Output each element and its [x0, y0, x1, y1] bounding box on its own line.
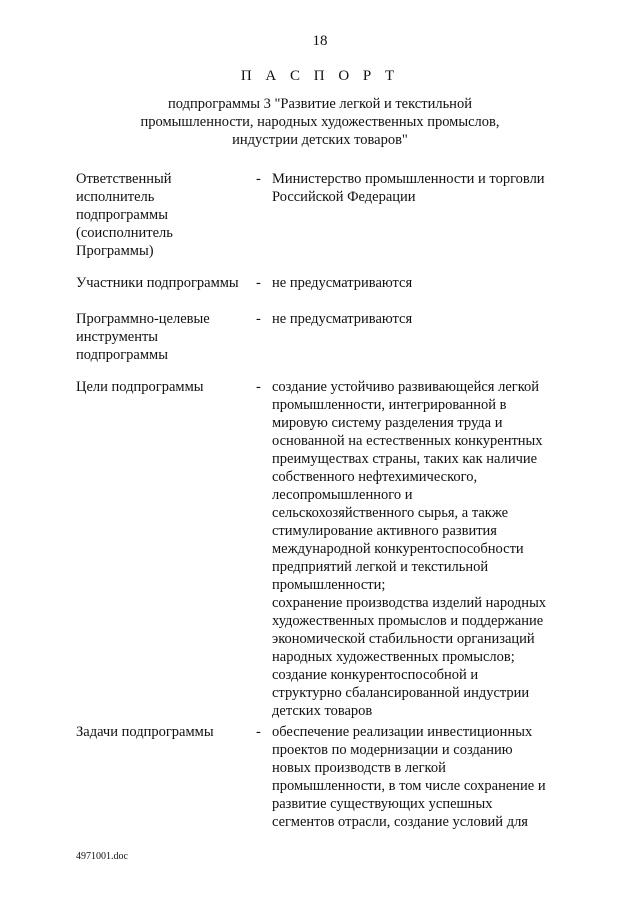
value-line: сельскохозяйственного сырья, а также: [272, 505, 509, 521]
label-line: исполнитель: [76, 189, 155, 205]
subtitle-line: промышленности, народных художественных промыслов,: [140, 114, 500, 130]
value-line: экономической стабильности организаций: [272, 631, 535, 647]
row-value: [272, 310, 572, 328]
row-dash: -: [256, 171, 261, 187]
row-label: [76, 723, 256, 741]
value-line: стимулирование активного развития: [272, 523, 497, 539]
value-line: собственного нефтехимического,: [272, 469, 478, 485]
row-dash: -: [256, 311, 261, 327]
value-line: лесопромышленного и: [272, 487, 413, 503]
row-label: [76, 310, 256, 364]
row-dash: -: [256, 379, 261, 395]
label-line: (соисполнитель: [76, 225, 173, 241]
value-line: сохранение производства изделий народных: [272, 595, 547, 611]
row-label: [76, 378, 256, 396]
value-line: международной конкурентоспособности: [272, 541, 524, 557]
value-line: Министерство промышленности и торговли: [272, 171, 545, 187]
value-line: не предусматриваются: [272, 311, 413, 327]
value-line: основанной на естественных конкурентных: [272, 433, 543, 449]
value-line: народных художественных промыслов;: [272, 649, 515, 665]
value-line: не предусматриваются: [272, 275, 413, 291]
subtitle-line: индустрии детских товаров": [232, 132, 408, 148]
value-line: развитие существующих успешных: [272, 796, 493, 812]
value-line: Российской Федерации: [272, 189, 416, 205]
label-line: Программно-целевые: [76, 311, 210, 327]
value-line: сегментов отрасли, создание условий для: [272, 814, 528, 830]
row-dash: -: [256, 724, 261, 740]
label-line: подпрограммы: [76, 347, 168, 363]
label-line: инструменты: [76, 329, 159, 345]
row-value: [272, 170, 572, 206]
subtitle: [0, 95, 640, 149]
value-line: проектов по модернизации и созданию: [272, 742, 513, 758]
label-line: Цели подпрограммы: [76, 379, 204, 395]
label-line: подпрограммы: [76, 207, 168, 223]
value-line: создание устойчиво развивающейся легкой: [272, 379, 540, 395]
row-value: [272, 723, 572, 831]
label-line: Задачи подпрограммы: [76, 724, 214, 740]
value-line: художественных промыслов и поддержание: [272, 613, 544, 629]
value-line: обеспечение реализации инвестиционных: [272, 724, 533, 740]
page-number: 18: [312, 33, 328, 49]
label-line: Участники подпрограммы: [76, 275, 239, 291]
value-line: предприятий легкой и текстильной: [272, 559, 489, 575]
label-line: Программы): [76, 243, 154, 259]
value-line: промышленности, в том числе сохранение и: [272, 778, 546, 794]
value-line: структурно сбалансированной индустрии: [272, 685, 530, 701]
row-value: [272, 378, 572, 720]
value-line: преимуществах страны, таких как наличие: [272, 451, 538, 467]
document-title: П А С П О Р Т: [240, 68, 400, 84]
row-dash: -: [256, 275, 261, 291]
value-line: промышленности, интегрированной в: [272, 397, 507, 413]
footer-filename: 4971001.doc: [76, 851, 128, 862]
value-line: создание конкурентоспособной и: [272, 667, 479, 683]
value-line: новых производств в легкой: [272, 760, 446, 776]
row-value: [272, 274, 572, 292]
row-label: [76, 274, 256, 292]
value-line: мировую систему разделения труда и: [272, 415, 503, 431]
label-line: Ответственный: [76, 171, 172, 187]
value-line: детских товаров: [272, 703, 373, 719]
row-label: [76, 170, 256, 260]
value-line: промышленности;: [272, 577, 386, 593]
subtitle-line: подпрограммы 3 "Развитие легкой и текстильной: [168, 96, 472, 112]
